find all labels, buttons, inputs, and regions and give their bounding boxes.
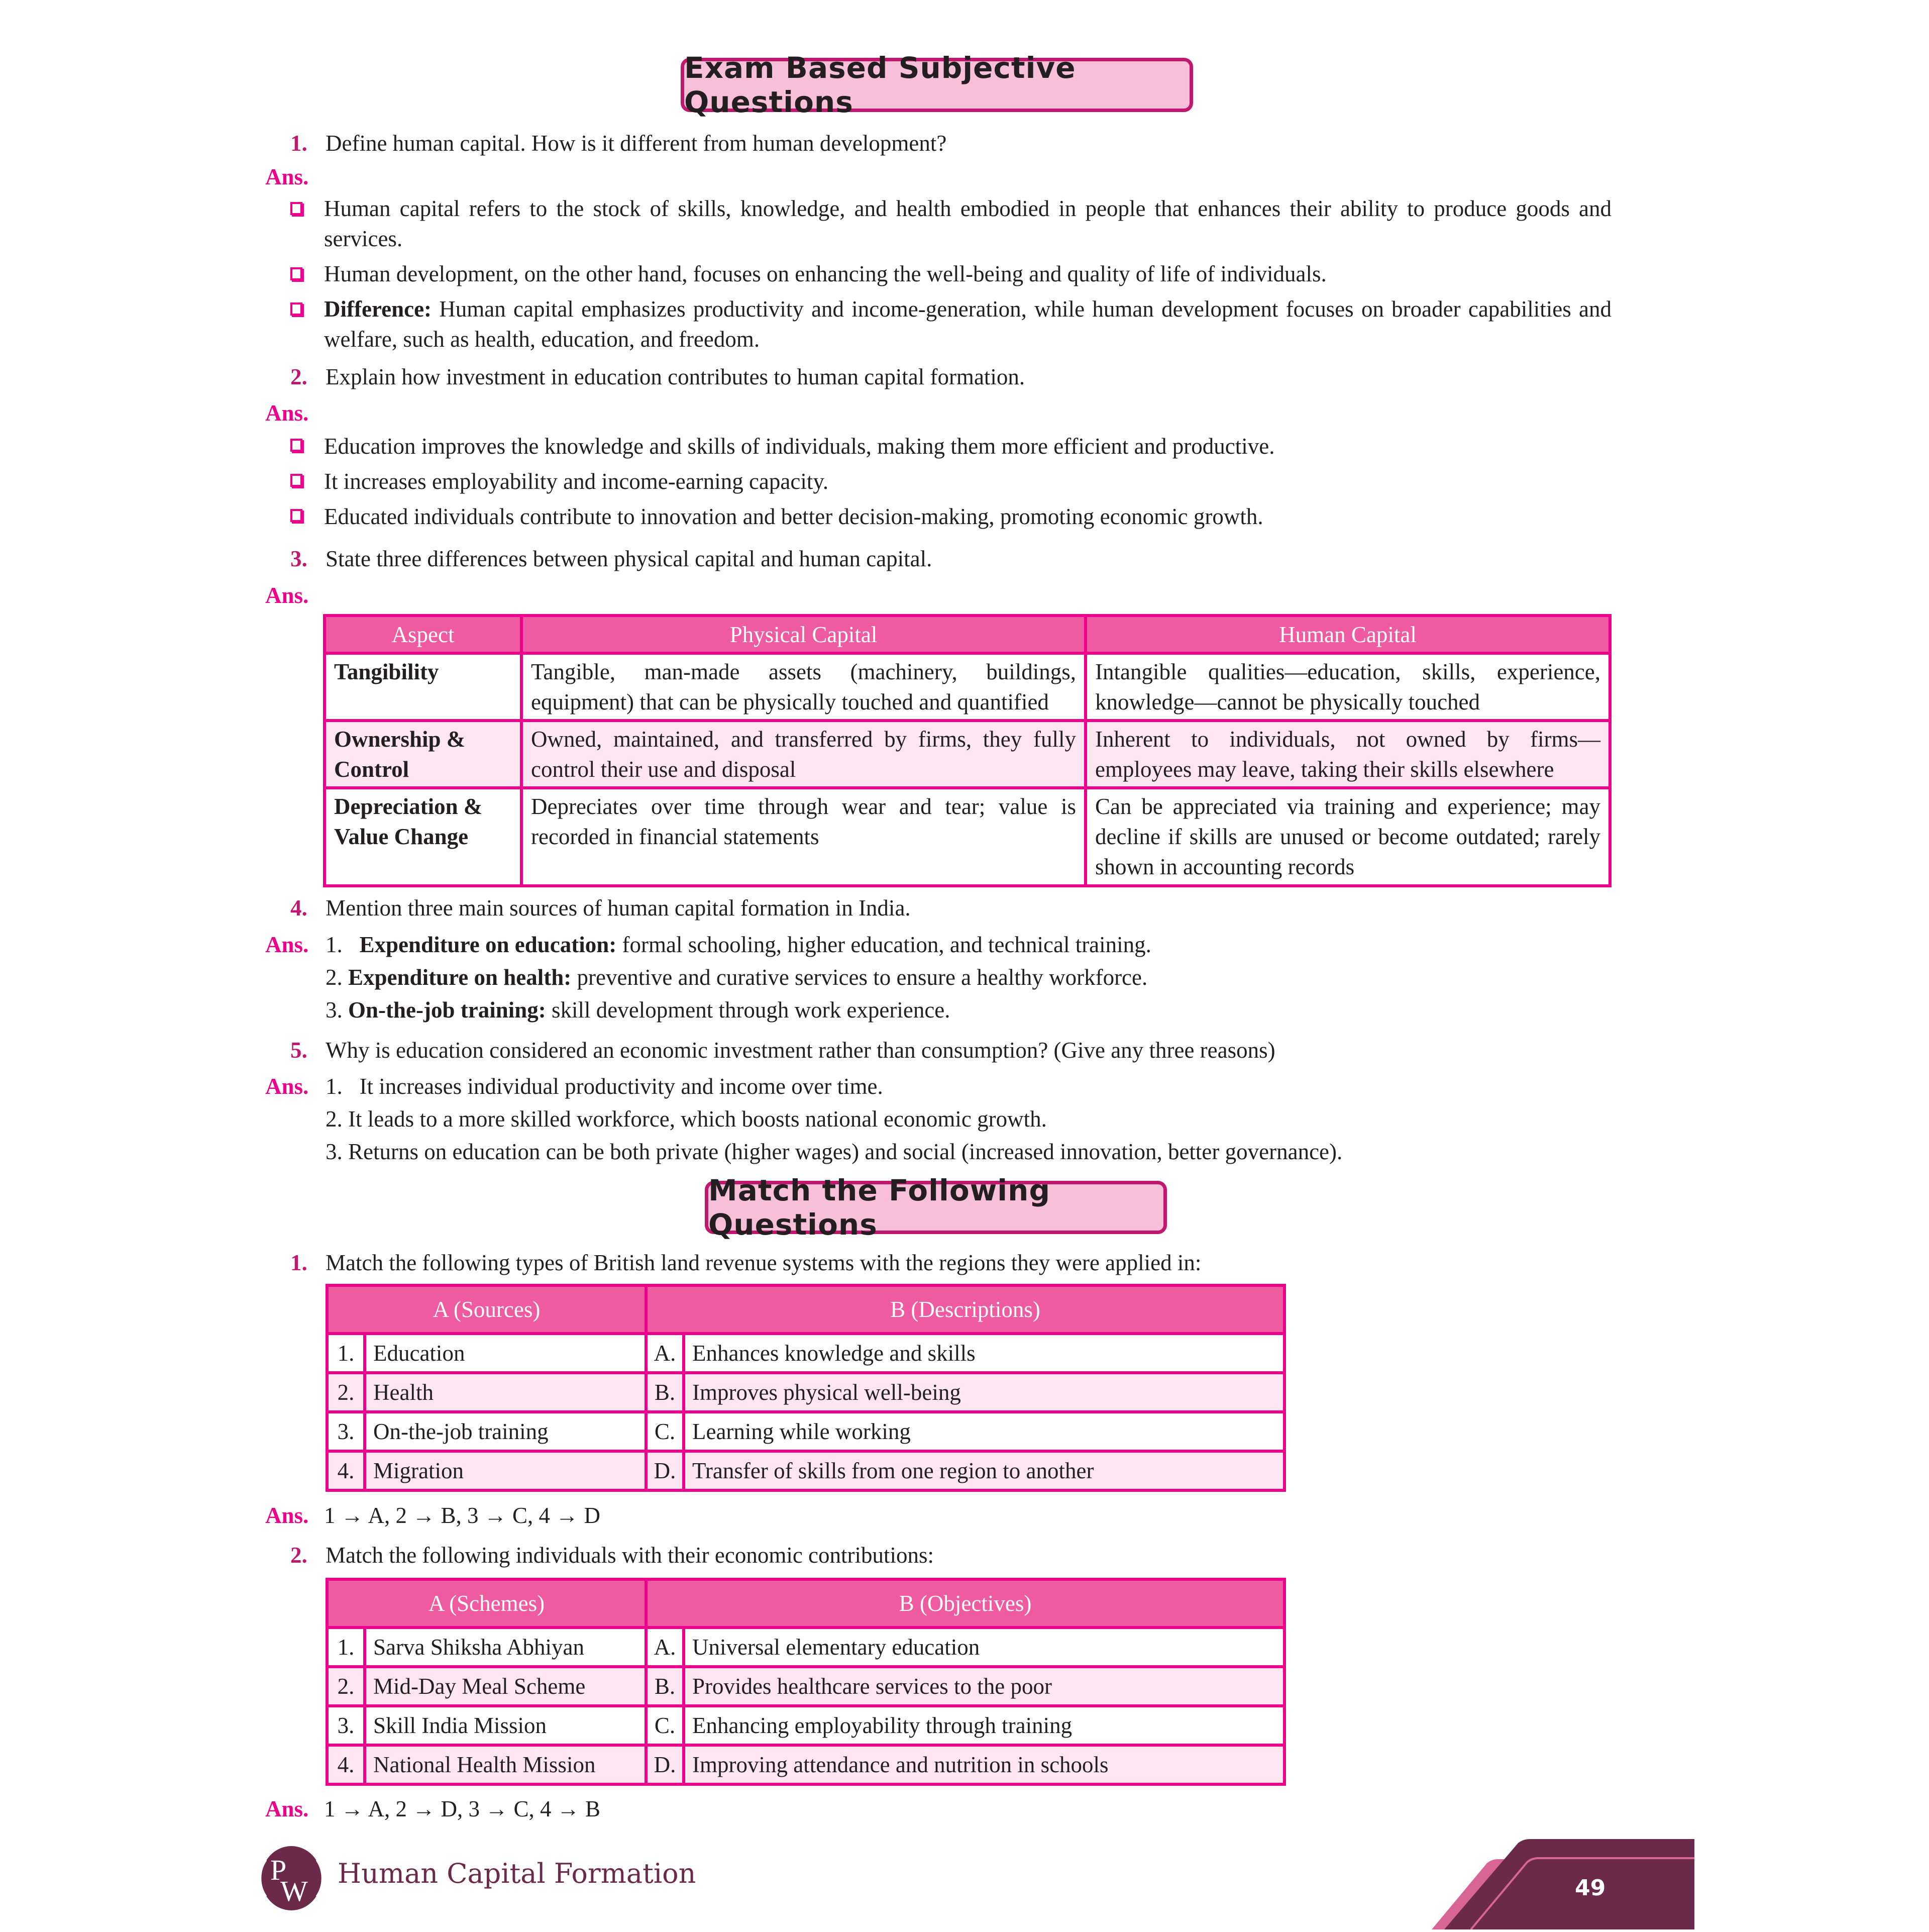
- list-item: [326, 930, 1151, 960]
- column-a-cell: Education: [365, 1334, 646, 1373]
- checkbox-bullet-icon: [290, 202, 302, 215]
- list-item: [326, 962, 1147, 992]
- table-row: [325, 653, 1610, 721]
- table-row: [327, 1706, 1284, 1745]
- table-row: [327, 1745, 1284, 1784]
- physical-capital-cell: Tangible, man-made assets (machinery, buildings, equipment) that can be physically touched and quantified: [521, 653, 1086, 721]
- answer-bullet: It increases employability and income-earning capacity.: [324, 469, 829, 494]
- table-row: [325, 721, 1610, 788]
- table-header: Aspect: [325, 616, 521, 653]
- answer-bullet: Human capital refers to the stock of skills, knowledge, and health embodied in people that enhances their ability to produce goods and services.: [324, 196, 1612, 251]
- question-number: 4.: [290, 895, 307, 921]
- question-number: 5.: [290, 1038, 307, 1063]
- page-tab-shape: [1407, 1839, 1694, 1929]
- human-capital-cell: Inherent to individuals, not owned by firms—employees may leave, taking their skills elsewhere: [1086, 721, 1610, 788]
- column-a-cell: Health: [365, 1373, 646, 1412]
- question-text: Match the following individuals with their economic contributions:: [326, 1543, 934, 1568]
- checkbox-bullet-icon: [290, 439, 302, 452]
- page-number: 49: [1575, 1875, 1606, 1901]
- row-number: 4.: [327, 1451, 365, 1490]
- answer-label: Ans.: [265, 1503, 309, 1528]
- table-header: Physical Capital: [521, 616, 1086, 653]
- logo-letter-w: W: [280, 1875, 308, 1907]
- table-header: Human Capital: [1086, 616, 1610, 653]
- list-item: [326, 1104, 1047, 1134]
- row-letter: C.: [646, 1412, 684, 1451]
- bold-term: Expenditure on health:: [348, 965, 572, 990]
- question-number: 1.: [290, 1250, 307, 1275]
- answer-label: Ans.: [265, 1796, 309, 1821]
- question-number: 2.: [290, 1543, 307, 1568]
- column-b-cell: Provides healthcare services to the poor: [684, 1667, 1284, 1706]
- aspect-cell: Depreciation & Value Change: [325, 788, 521, 886]
- column-b-cell: Universal elementary education: [684, 1628, 1284, 1667]
- column-b-header: B (Objectives): [646, 1579, 1284, 1628]
- table-row: [327, 1412, 1284, 1451]
- row-letter: A.: [646, 1334, 684, 1373]
- question-text: Define human capital. How is it different from human development?: [326, 131, 947, 156]
- question-number: 3.: [290, 546, 307, 571]
- row-letter: A.: [646, 1628, 684, 1667]
- pw-logo: [259, 1845, 324, 1911]
- column-b-cell: Improving attendance and nutrition in schools: [684, 1745, 1284, 1784]
- column-b-cell: Learning while working: [684, 1412, 1284, 1451]
- question-number: 2.: [290, 364, 307, 389]
- column-a-cell: Mid-Day Meal Scheme: [365, 1667, 646, 1706]
- item-text: It increases individual productivity and income over time.: [359, 1074, 883, 1099]
- chapter-title: Human Capital Formation: [338, 1858, 696, 1889]
- row-number: 3.: [327, 1412, 365, 1451]
- answer-label: Ans.: [265, 1074, 309, 1099]
- column-a-header: A (Sources): [327, 1285, 646, 1334]
- list-item: [326, 1071, 883, 1101]
- comparison-table: [323, 614, 1612, 887]
- answer-label: Ans.: [265, 583, 309, 608]
- table-row: [325, 788, 1610, 886]
- answer-bullet: Education improves the knowledge and skills of individuals, making them more efficient and productive.: [324, 434, 1275, 459]
- row-letter: D.: [646, 1451, 684, 1490]
- column-a-cell: Sarva Shiksha Abhiyan: [365, 1628, 646, 1667]
- column-b-cell: Transfer of skills from one region to another: [684, 1451, 1284, 1490]
- list-item: [326, 995, 950, 1025]
- table-row: [327, 1334, 1284, 1373]
- column-b-cell: Enhancing employability through training: [684, 1706, 1284, 1745]
- human-capital-cell: Intangible qualities—education, skills, experience, knowledge—cannot be physically touched: [1086, 653, 1610, 721]
- question-text: Why is education considered an economic investment rather than consumption? (Give any three reasons): [326, 1038, 1275, 1063]
- bold-term: On-the-job training:: [348, 997, 546, 1023]
- item-text: preventive and curative services to ensure a healthy workforce.: [571, 965, 1148, 990]
- checkbox-bullet-icon: [290, 509, 302, 522]
- column-b-header: B (Descriptions): [646, 1285, 1284, 1334]
- table-row: [327, 1667, 1284, 1706]
- checkbox-bullet-icon: [290, 474, 302, 487]
- section-heading-match: Match the Following Questions: [705, 1181, 1167, 1234]
- page-number-tab: [1407, 1839, 1694, 1929]
- row-number: 4.: [327, 1745, 365, 1784]
- item-text: formal schooling, higher education, and technical training.: [616, 932, 1151, 957]
- checkbox-bullet-icon: [290, 267, 302, 280]
- logo-letter-p: P: [270, 1854, 287, 1886]
- row-letter: C.: [646, 1706, 684, 1745]
- match-table: [326, 1284, 1286, 1492]
- match-table: [326, 1578, 1286, 1786]
- bold-term: Difference:: [324, 296, 432, 322]
- item-number: 2.: [326, 965, 343, 990]
- answer-bullet: Educated individuals contribute to innovation and better decision-making, promoting economic growth.: [324, 504, 1263, 529]
- item-number: 1.: [326, 932, 343, 957]
- physical-capital-cell: Owned, maintained, and transferred by firms, they fully control their use and disposal: [521, 721, 1086, 788]
- column-b-cell: Enhances knowledge and skills: [684, 1334, 1284, 1373]
- table-row: [327, 1373, 1284, 1412]
- aspect-cell: Tangibility: [325, 653, 521, 721]
- item-number: 3.: [326, 997, 343, 1023]
- column-a-cell: Migration: [365, 1451, 646, 1490]
- item-text: skill development through work experience.: [546, 997, 950, 1023]
- aspect-cell: Ownership & Control: [325, 721, 521, 788]
- item-text: It leads to a more skilled workforce, which boosts national economic growth.: [348, 1106, 1047, 1132]
- item-number: 2.: [326, 1106, 343, 1132]
- row-number: 2.: [327, 1667, 365, 1706]
- column-a-cell: National Health Mission: [365, 1745, 646, 1784]
- answer-bullet: Human development, on the other hand, focuses on enhancing the well-being and quality of life of individuals.: [324, 261, 1327, 286]
- section-heading-subjective: Exam Based Subjective Questions: [681, 58, 1193, 112]
- checkbox-bullet-icon: [290, 302, 302, 316]
- item-number: 1.: [326, 1074, 343, 1099]
- column-b-cell: Improves physical well-being: [684, 1373, 1284, 1412]
- question-text: Mention three main sources of human capital formation in India.: [326, 895, 911, 921]
- row-letter: B.: [646, 1373, 684, 1412]
- question-number: 1.: [290, 131, 307, 156]
- list-item: [326, 1137, 1342, 1167]
- column-a-header: A (Schemes): [327, 1579, 646, 1628]
- question-text: Explain how investment in education contributes to human capital formation.: [326, 364, 1025, 389]
- bold-term: Expenditure on education:: [359, 932, 617, 957]
- answer-bullet: [324, 294, 1612, 354]
- item-text: Returns on education can be both private (higher wages) and social (increased innovation, better governance).: [348, 1139, 1343, 1164]
- question-text: State three differences between physical capital and human capital.: [326, 546, 932, 571]
- table-row: [327, 1451, 1284, 1490]
- item-number: 3.: [326, 1139, 343, 1164]
- answer-label: Ans.: [265, 932, 309, 957]
- column-a-cell: Skill India Mission: [365, 1706, 646, 1745]
- match-answer: 1 → A, 2 → D, 3 → C, 4 → B: [324, 1796, 601, 1821]
- row-number: 1.: [327, 1628, 365, 1667]
- match-answer: 1 → A, 2 → B, 3 → C, 4 → D: [324, 1503, 601, 1528]
- answer-label: Ans.: [265, 400, 309, 426]
- human-capital-cell: Can be appreciated via training and experience; may decline if skills are unused or become outdated; rarely shown in accounting records: [1086, 788, 1610, 886]
- table-row: [327, 1628, 1284, 1667]
- question-text: Match the following types of British land revenue systems with the regions they were applied in:: [326, 1250, 1202, 1275]
- row-letter: D.: [646, 1745, 684, 1784]
- bullet-text: Human capital emphasizes productivity and income-generation, while human development focuses on broader capabilities and welfare, such as health, education, and freedom.: [324, 296, 1612, 352]
- row-number: 1.: [327, 1334, 365, 1373]
- row-letter: B.: [646, 1667, 684, 1706]
- row-number: 3.: [327, 1706, 365, 1745]
- physical-capital-cell: Depreciates over time through wear and tear; value is recorded in financial statements: [521, 788, 1086, 886]
- answer-label: Ans.: [265, 164, 309, 189]
- column-a-cell: On-the-job training: [365, 1412, 646, 1451]
- row-number: 2.: [327, 1373, 365, 1412]
